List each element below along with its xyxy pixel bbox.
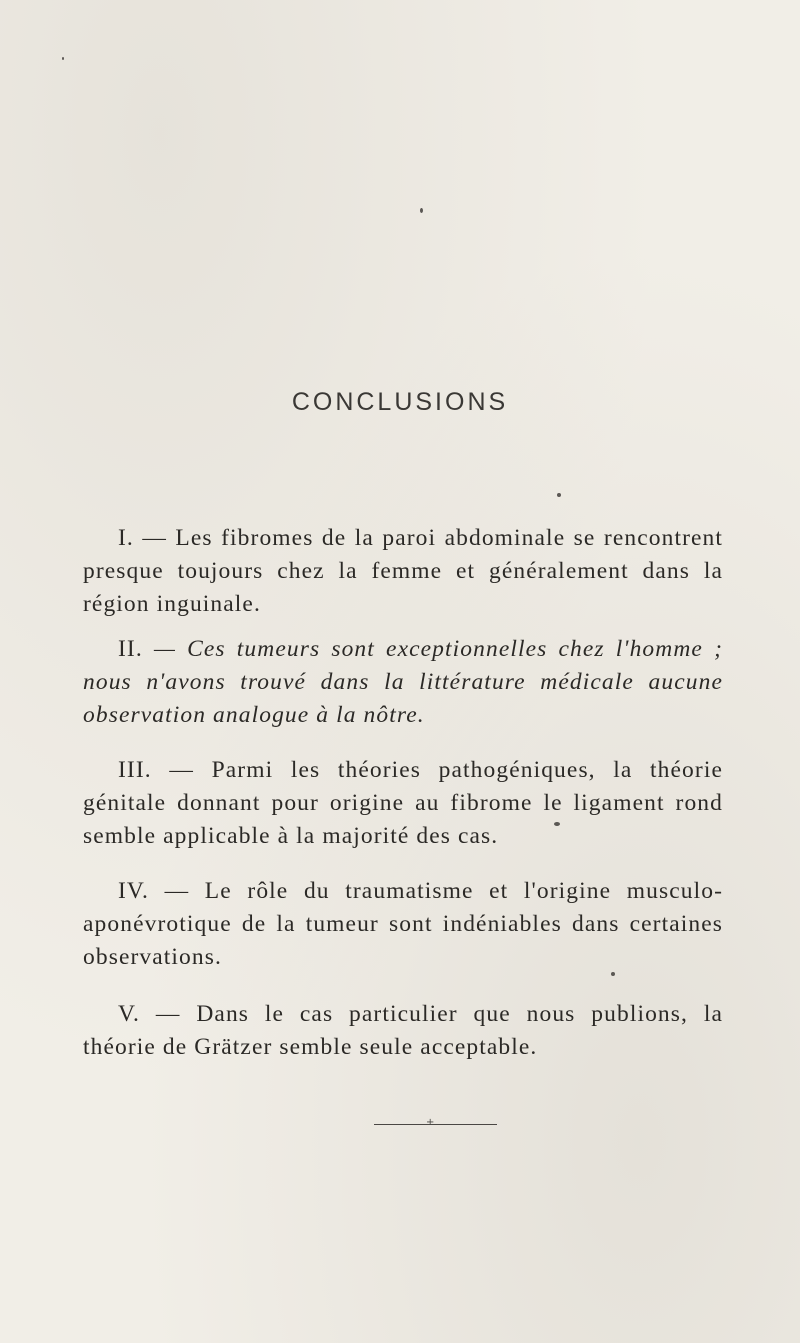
conclusion-paragraph-5 xyxy=(83,998,723,1064)
page-title: CONCLUSIONS xyxy=(291,388,509,416)
conclusion-paragraph-4 xyxy=(83,875,723,974)
scan-speck xyxy=(62,57,64,60)
conclusion-text: — Le rôle du traumatisme et l'origine musculo-aponévrotique de la tumeur sont indéniables dans certaines observations. xyxy=(83,878,723,970)
conclusion-numeral: V. xyxy=(118,1001,141,1027)
scan-speck xyxy=(420,208,423,213)
conclusion-paragraph-1 xyxy=(83,522,723,621)
end-divider-rule xyxy=(374,1124,497,1125)
conclusion-numeral: III. xyxy=(118,757,152,783)
conclusion-numeral: I. xyxy=(118,525,134,551)
conclusion-text: — Dans le cas particulier que nous publions, la théorie de Grätzer semble seule acceptable. xyxy=(83,1001,723,1060)
conclusion-text: — Les fibromes de la paroi abdominale se rencontrent presque toujours chez la femme et généralement dans la région inguinale. xyxy=(83,525,724,617)
conclusion-text: — Parmi les théories pathogéniques, la théorie génitale donnant pour origine au fibrome le ligament rond semble applicable à la majorité des cas. xyxy=(83,757,723,849)
conclusion-paragraph-2 xyxy=(83,633,723,732)
end-divider-mark: + xyxy=(426,1117,435,1128)
conclusion-paragraph-3 xyxy=(83,754,723,853)
conclusion-numeral: II. xyxy=(118,636,143,662)
conclusion-text: — Ces tumeurs sont exceptionnelles chez l'homme ; nous n'avons trouvé dans la littérature médicale aucune observation analogue à la nôtre. xyxy=(83,636,723,728)
scan-speck xyxy=(557,493,561,497)
conclusion-numeral: IV. xyxy=(118,878,149,904)
